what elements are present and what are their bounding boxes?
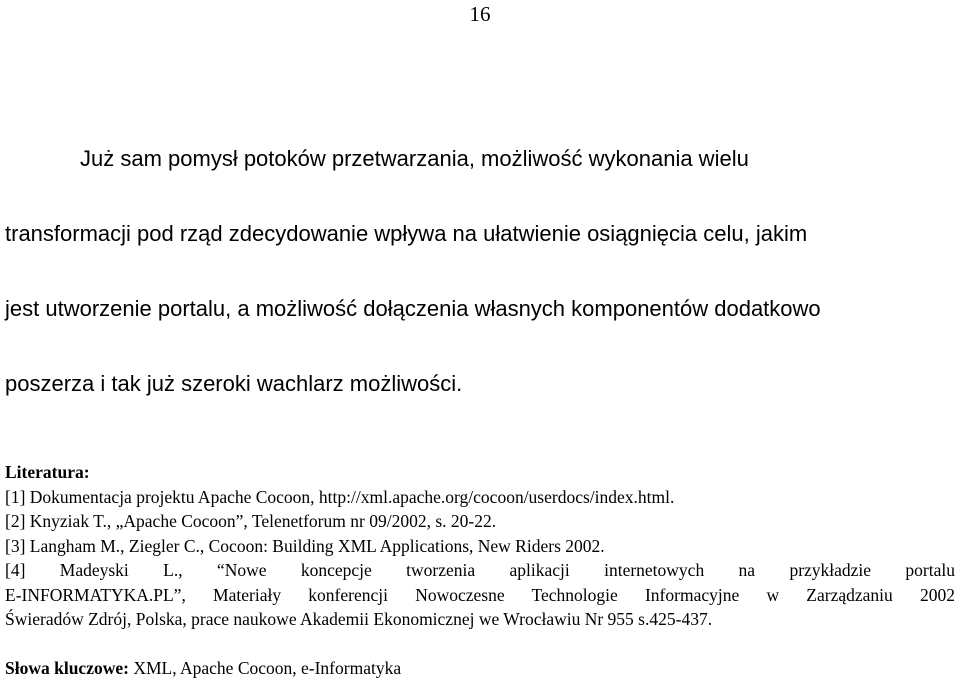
paragraph-line: transformacji pod rząd zdecydowanie wpływa na ułatwienie osiągnięcia celu, jakim bbox=[5, 221, 808, 246]
paragraph-line: jest utworzenie portalu, a możliwość dołączenia własnych komponentów dodatkowo bbox=[5, 296, 821, 321]
reference-line: [2] Knyziak T., „Apache Cocoon”, Telenetforum nr 09/2002, s. 20-22. bbox=[5, 511, 497, 531]
literature-heading: Literatura: bbox=[5, 462, 90, 482]
reference-line: Świeradów Zdrój, Polska, prace naukowe Akademii Ekonomicznej we Wrocławiu Nr 955 s.425-437. bbox=[5, 609, 713, 629]
keywords bbox=[5, 656, 401, 680]
reference-line: [4] Madeyski L., “Nowe koncepcje tworzenia aplikacji internetowych na przykładzie portalu bbox=[5, 560, 955, 580]
literature-section bbox=[5, 460, 955, 632]
reference-line: [3] Langham M., Ziegler C., Cocoon: Building XML Applications, New Riders 2002. bbox=[5, 535, 605, 556]
keywords-value: XML, Apache Cocoon, e-Informatyka bbox=[128, 658, 402, 678]
keywords-label: Słowa kluczowe: bbox=[5, 658, 129, 678]
paragraph-line: poszerza i tak już szeroki wachlarz możliwości. bbox=[5, 371, 463, 396]
reference-line: E-INFORMATYKA.PL”, Materiały konferencji Nowoczesne Technologie Informacyjne w Zarządzaniu 2002 bbox=[5, 584, 955, 605]
page-number: 16 bbox=[469, 2, 491, 26]
reference-line: [1] Dokumentacja projektu Apache Cocoon, http://xml.apache.org/cocoon/userdocs/index.html. bbox=[5, 486, 675, 507]
paragraph-line: Już sam pomysł potoków przetwarzania, możliwość wykonania wielu bbox=[80, 146, 749, 171]
